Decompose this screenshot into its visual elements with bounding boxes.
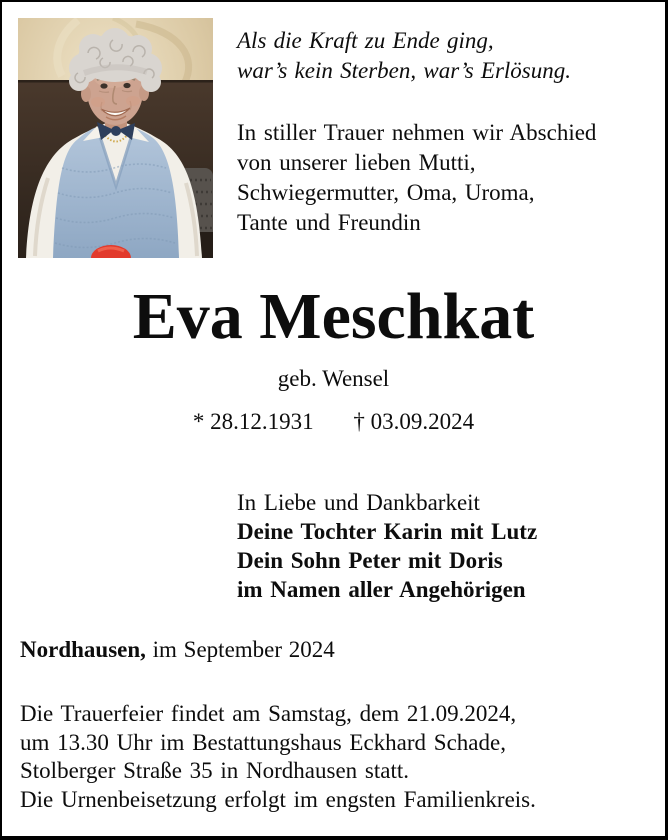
intro-line: In stiller Trauer nehmen wir Abschied xyxy=(237,120,597,145)
epigraph xyxy=(237,26,571,86)
epigraph-line: war’s kein Sterben, war’s Erlösung. xyxy=(237,58,571,83)
intro-line: Tante und Freundin xyxy=(237,210,421,235)
portrait-photo xyxy=(18,18,213,258)
mourner-line: Deine Tochter Karin mit Lutz xyxy=(237,519,538,544)
intro-line: Schwiegermutter, Oma, Uroma, xyxy=(237,180,535,205)
mourner-line: im Namen aller Angehörigen xyxy=(237,577,526,602)
place-date-line xyxy=(20,636,335,664)
death-date: † 03.09.2024 xyxy=(353,409,475,434)
birth-date: * 28.12.1931 xyxy=(192,409,314,434)
month-year: im September 2024 xyxy=(152,637,335,662)
mourners-intro: In Liebe und Dankbarkeit xyxy=(237,490,480,515)
epigraph-line: Als die Kraft zu Ende ging, xyxy=(237,28,494,53)
maiden-name: geb. Wensel xyxy=(277,366,390,391)
funeral-line: um 13.30 Uhr im Bestattungshaus Eckhard Schade, xyxy=(20,729,506,755)
deceased-name: Eva Meschkat xyxy=(132,280,535,353)
intro-line: von unserer lieben Mutti, xyxy=(237,150,476,175)
mourner-line: Dein Sohn Peter mit Doris xyxy=(237,548,503,573)
place-name: Nordhausen, xyxy=(20,637,146,662)
mourners-block xyxy=(237,488,537,604)
funeral-line: Die Urnenbeisetzung erfolgt im engsten Familienkreis. xyxy=(20,786,536,812)
intro-text xyxy=(237,118,596,238)
funeral-line: Die Trauerfeier findet am Samstag, dem 21.09.2024, xyxy=(20,701,517,726)
life-dates xyxy=(2,408,665,436)
funeral-line: Stolberger Straße 35 in Nordhausen statt. xyxy=(20,758,410,783)
funeral-details xyxy=(20,700,536,814)
